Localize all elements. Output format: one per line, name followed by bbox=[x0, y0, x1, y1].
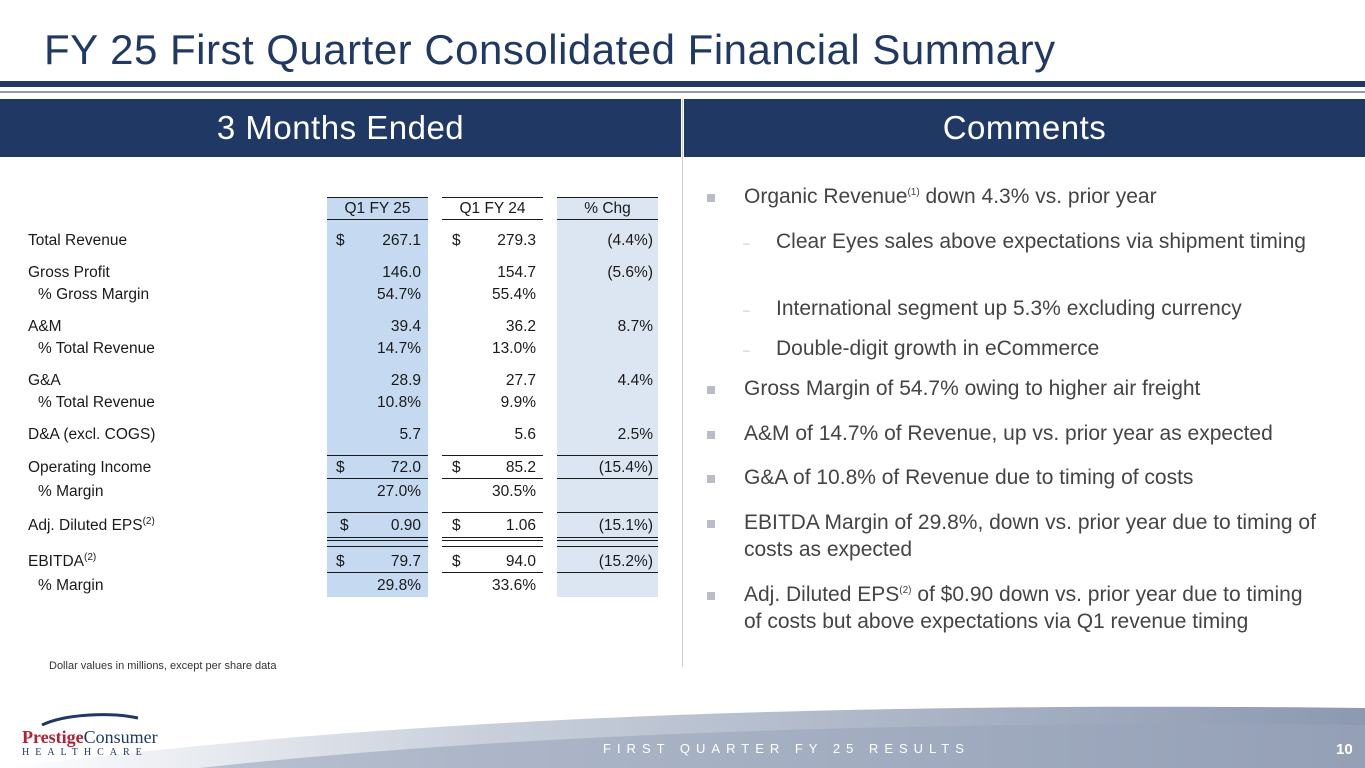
comment-bullet: A&M of 14.7% of Revenue, up vs. prior year as expected bbox=[744, 420, 1344, 447]
comment-subbullet: – Clear Eyes sales above expectations via shipment timing bbox=[776, 228, 1346, 255]
page-number: 10 bbox=[1336, 741, 1353, 758]
dash-bullet-icon: – bbox=[743, 303, 750, 317]
title-rule bbox=[0, 81, 1365, 87]
comment-bullet: Organic Revenue$^{(1)}$ down 4.3% vs. prior year bbox=[744, 183, 1344, 210]
square-bullet-icon bbox=[707, 431, 715, 439]
section-header-right: Comments bbox=[684, 99, 1365, 157]
square-bullet-icon bbox=[707, 386, 715, 394]
square-bullet-icon bbox=[707, 194, 715, 202]
comment-bullet: Gross Margin of 54.7% owing to higher air freight bbox=[744, 375, 1344, 402]
footer-text: FIRST QUARTER FY 25 RESULTS bbox=[603, 741, 970, 756]
footnote: Dollar values in millions, except per share data bbox=[49, 660, 277, 672]
dash-bullet-icon: – bbox=[743, 343, 750, 357]
title-rule-thin bbox=[0, 91, 1365, 93]
footer-swoosh bbox=[0, 690, 1365, 768]
comment-subbullet: – International segment up 5.3% excluding currency bbox=[776, 295, 1346, 322]
dash-bullet-icon: – bbox=[743, 236, 750, 250]
logo-arc-icon bbox=[40, 712, 140, 726]
comment-subbullet: – Double-digit growth in eCommerce bbox=[776, 335, 1346, 362]
page-title: FY 25 First Quarter Consolidated Financial Summary bbox=[44, 26, 1056, 73]
square-bullet-icon bbox=[707, 592, 715, 600]
comment-bullet: EBITDA Margin of 29.8%, down vs. prior year due to timing of costs as expected bbox=[744, 509, 1344, 563]
comment-bullet: G&A of 10.8% of Revenue due to timing of costs bbox=[744, 464, 1344, 491]
col-header-q1fy24: Q1 FY 24 bbox=[459, 200, 526, 217]
square-bullet-icon bbox=[707, 520, 715, 528]
column-divider bbox=[682, 99, 683, 667]
col-header-q1fy25: Q1 FY 25 bbox=[344, 200, 411, 217]
comment-bullet: Adj. Diluted EPS$^{(2)}$ of $0.90 down vs. prior year due to timing of costs but above expectations via Q1 revenue timing bbox=[744, 581, 1304, 635]
section-header-left: 3 Months Ended bbox=[0, 99, 681, 157]
square-bullet-icon bbox=[707, 475, 715, 483]
col-header-pct-chg: % Chg bbox=[584, 200, 631, 217]
